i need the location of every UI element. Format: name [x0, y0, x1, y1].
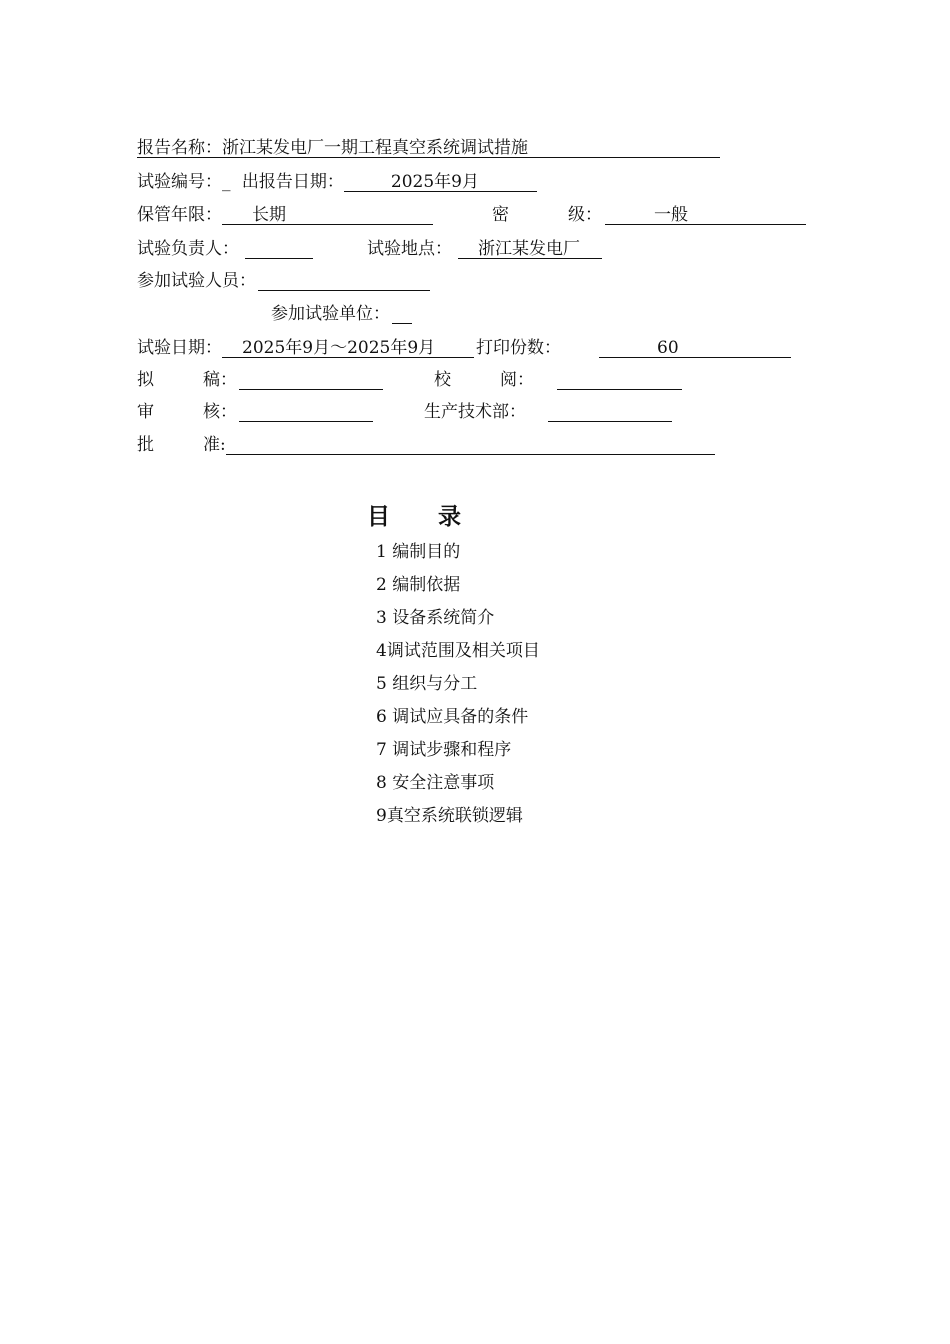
retention-row	[137, 203, 433, 227]
toc-item[interactable]: 4调试范围及相关项目	[376, 641, 540, 661]
leader-field	[245, 237, 313, 259]
copies-field	[599, 336, 791, 360]
test-no-row	[137, 170, 537, 194]
toc-item[interactable]: 7 调试步骤和程序	[376, 740, 512, 760]
review-label-b: 核：	[203, 402, 237, 422]
copies-value: 60	[657, 338, 679, 358]
location-block	[367, 237, 602, 261]
toc-item[interactable]: 6 调试应具备的条件	[376, 707, 529, 727]
test-no-value: _	[222, 172, 231, 192]
draft-label-a: 拟	[137, 370, 154, 390]
toc-list	[376, 540, 540, 837]
toc-item[interactable]: 9真空系统联锁逻辑	[376, 806, 523, 826]
approve-label-a: 批	[137, 435, 154, 455]
review-label-a: 审	[137, 402, 154, 422]
draft-block	[203, 368, 383, 392]
copies-label: 打印份数：	[476, 338, 561, 358]
toc-item[interactable]: 1 编制目的	[376, 542, 461, 562]
toc-item[interactable]: 3 设备系统简介	[376, 608, 495, 628]
toc-item[interactable]: 8 安全注意事项	[376, 773, 495, 793]
retention-label: 保管年限：	[137, 205, 222, 225]
report-name-field	[137, 136, 720, 158]
staff-row	[137, 269, 430, 293]
tech-dept-label: 生产技术部：	[424, 402, 526, 422]
location-label: 试验地点：	[367, 239, 452, 259]
retention-value: 长期	[252, 205, 286, 225]
toc-title-b: 录	[438, 503, 461, 530]
test-no-label: 试验编号：	[137, 172, 222, 192]
unit-row	[271, 302, 412, 326]
staff-field	[258, 269, 430, 291]
approve-field	[226, 433, 715, 455]
review-field	[239, 400, 373, 422]
leader-row	[137, 237, 313, 261]
unit-field	[392, 302, 412, 324]
secret-label-b: 级：	[568, 205, 602, 225]
location-value: 浙江某发电厂	[478, 239, 580, 259]
test-date-value: 2025年9月～2025年9月	[242, 338, 436, 358]
location-field	[458, 237, 602, 259]
toc-title	[367, 498, 461, 531]
leader-label: 试验负责人：	[137, 239, 239, 259]
proof-label-a: 校	[434, 370, 451, 390]
test-date-row	[137, 336, 561, 360]
retention-field	[222, 203, 433, 225]
report-date-field	[344, 170, 537, 192]
toc-item[interactable]: 5 组织与分工	[376, 674, 478, 694]
secret-label-a: 密	[492, 205, 509, 225]
review-block	[203, 400, 373, 424]
draft-field	[239, 368, 383, 390]
report-date-value: 2025年9月	[390, 172, 479, 192]
proof-field	[557, 368, 682, 392]
tech-dept-field	[548, 400, 672, 424]
report-date-label: 出报告日期：	[241, 172, 344, 192]
proof-label-b: 阅：	[500, 370, 534, 390]
toc-item[interactable]: 2 编制依据	[376, 575, 461, 595]
approve-label-b: 准:	[203, 435, 226, 455]
secret-field	[605, 203, 806, 227]
unit-label: 参加试验单位：	[271, 304, 390, 324]
staff-label: 参加试验人员：	[137, 271, 256, 291]
secret-value: 一般	[654, 205, 688, 225]
toc-title-a: 目	[367, 503, 390, 530]
draft-label-b: 稿：	[203, 370, 237, 390]
test-date-field	[222, 336, 474, 358]
report-name-value: 浙江某发电厂一期工程真空系统调试措施	[222, 138, 528, 158]
report-name-label: 报告名称：	[137, 138, 222, 158]
approve-block	[203, 433, 715, 457]
test-date-label: 试验日期：	[137, 338, 222, 358]
tech-dept-block	[424, 400, 526, 424]
report-name-row	[137, 136, 720, 160]
